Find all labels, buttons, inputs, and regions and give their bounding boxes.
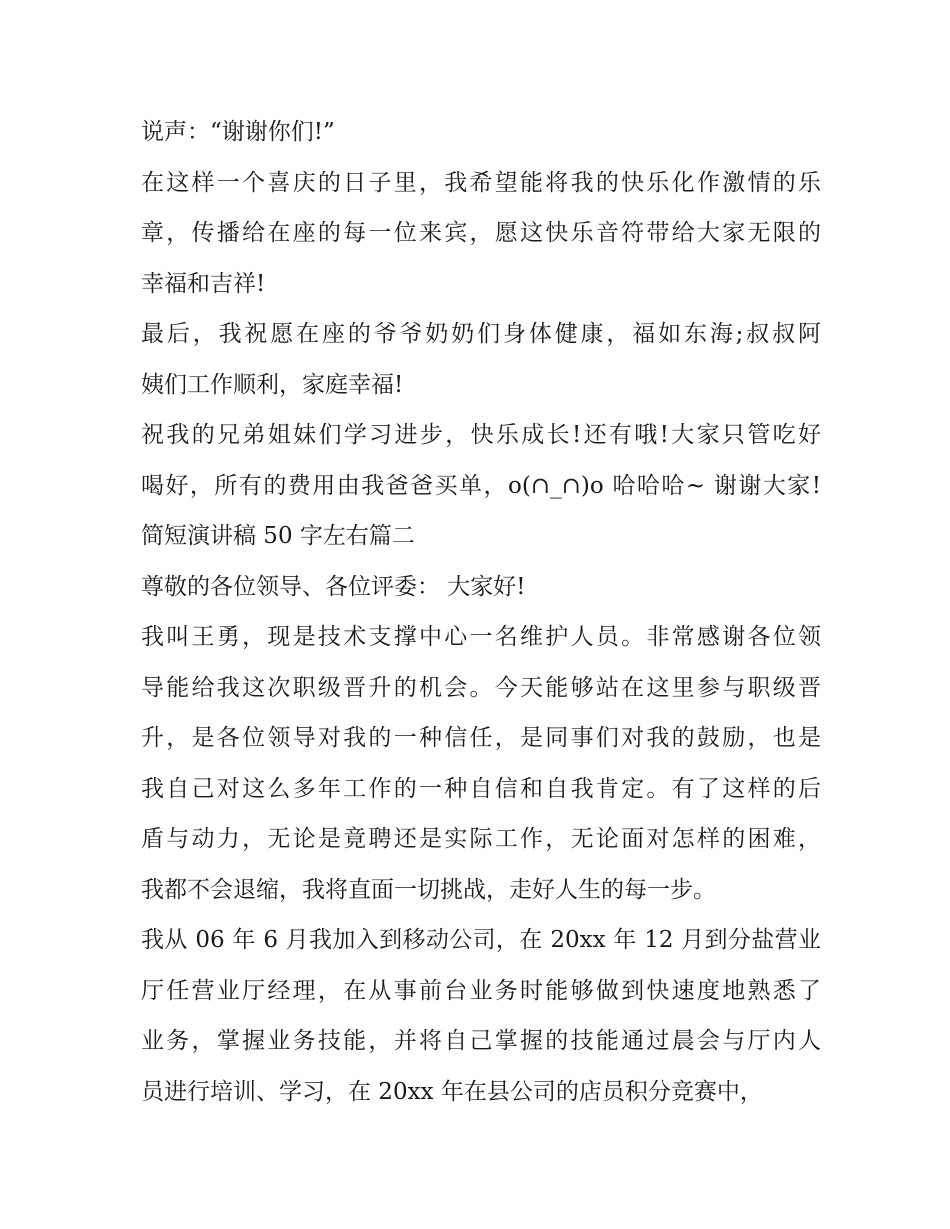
text-line-19: 业务，掌握业务技能，并将自己掌握的技能通过晨会与厅内人 [141,1028,821,1054]
text-line-4: 幸福和吉祥! [141,270,266,297]
text-line-1: 说声：“谢谢你们!” [141,119,335,145]
text-line-20: 员进行培训、学习，在 20xx 年在县公司的店员积分竞赛中， [141,1078,763,1105]
text-line-17: 我从 06 年 6 月我加入到移动公司，在 20xx 年 12 月到分盐营业 [141,927,821,953]
text-line-11: 我叫王勇，现是技术支撑中心一名维护人员。非常感谢各位领 [141,624,821,650]
text-line-7: 祝我的兄弟姐妹们学习进步，快乐成长!还有哦!大家只管吃好 [141,422,821,448]
text-line-18: 厅任营业厅经理，在从事前台业务时能够做到快速度地熟悉了 [141,977,821,1004]
text-line-13: 升，是各位领导对我的一种信任，是同事们对我的鼓励，也是 [141,725,821,751]
text-line-10: 尊敬的各位领导、各位评委： 大家好! [141,573,526,600]
text-line-12: 导能给我这次职级晋升的机会。今天能够站在这里参与职级晋 [141,674,821,701]
text-line-6: 姨们工作顺利，家庭幸福! [141,371,404,398]
text-line-16: 我都不会退缩，我将直面一切挑战，走好人生的每一步。 [141,876,716,903]
text-line-5: 最后，我祝愿在座的爷爷奶奶们身体健康，福如东海;叔叔阿 [141,321,821,347]
section-heading: 简短演讲稿 50 字左右篇二 [141,523,415,549]
document-body [141,107,821,1117]
text-line-15: 盾与动力，无论是竟聘还是实际工作，无论面对怎样的困难， [141,826,821,852]
text-line-8: 喝好，所有的费用由我爸爸买单，o(∩_∩)o 哈哈哈~ 谢谢大家! [141,472,821,499]
text-line-3: 章，传播给在座的每一位来宾，愿这快乐音符带给大家无限的 [141,220,821,246]
text-line-2: 在这样一个喜庆的日子里，我希望能将我的快乐化作激情的乐 [141,169,821,196]
text-line-14: 我自己对这么多年工作的一种自信和自我肯定。有了这样的后 [141,775,821,802]
